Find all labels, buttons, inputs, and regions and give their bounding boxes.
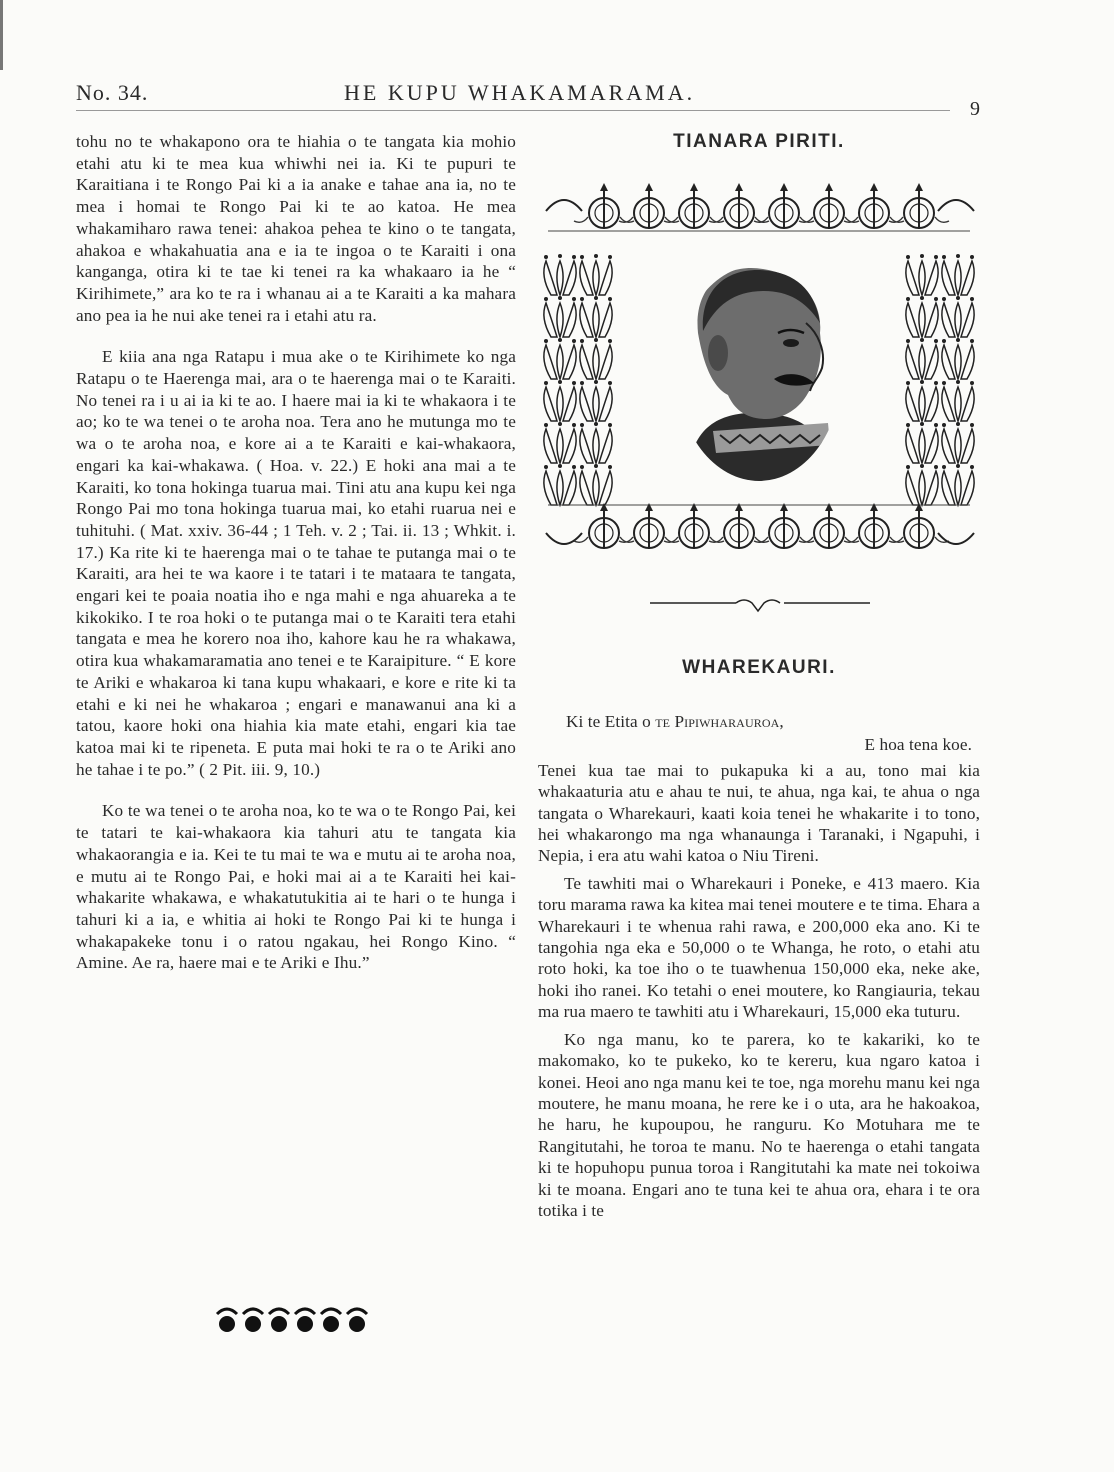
end-of-article-ornament: [215, 1300, 375, 1340]
paragraph: Te tawhiti mai o Wharekauri i Poneke, e 413 maero. Kia toru marama rawa ka kitea mai tenei moutere e te tima. Ehara a Wharekauri i te whenua rahi rawa, e 200,000 eka ano. Ki te tangohia nga eka e 50,000 o te Whanga, he roto, o etahi atu roto hoki, ka toe iho o te tuawhenua 150,000 eka, neke ake, hoki iho ranei. Ko tetahi o enei moutere, ko Rangiauria, tekau ma rua maero te tawhiti atu i Wharekauri, 15,000 eka tuturu.: [538, 873, 980, 1022]
section-heading: WHAREKAURI.: [682, 657, 836, 678]
paragraph: E kiia ana nga Ratapu i mua ake o te Kirihimete ko nga Ratapu o te Haerenga mai, ara o te haerenga mai o te Karaiti. No tenei ra i u ai ia ki te ao. I haere mai ia ki te whakaora i te ao; ko te wa tenei o te aroha noa. Tera ano he mutunga mo te wa o te aroha noa, e kore ai a te Karaiti e kai-whakaora, engari ka kai-whakawa. ( Hoa. v. 22.) E hoki ana mai a te Karaiti, ko tona hokinga tuarua mai. Tini atu ana kupu kei nga Rongo Pai mo tona hokinga tuarua mai, ko etahi ruarua nei e tuhituhi. ( Mat. xxiv. 36-44 ; 1 Teh. v. 2 ; Tai. ii. 13 ; Whkit. i. 17.) Ka rite ki te haerenga mai o te tahae te putanga mai o te Karaiti, ara hei te wa kaore i te tatari i te mataara te tangata, engari kei te poaia noatia iho e nga mahi e nga ahuareka a te kikokiko. I te roa hoki o te putanga mai o te Karaiti tera etahi tangata e mea he korero noa iho, kahore kau he ra whakawa, otira kua whakamaramatia ano tenei e te Karaipiture. “ E kore te Ariki e whakaroa ki tana kupu whakaari, e kore e rite ki ta etahi e ki nei he whakaroa ; engari e manawanui ana ki a tatou, kaore hoki ona hiahia kia mate etahi, engari kia tae katoa mai ki te ripeneta. E puta mai hoki te ra o te Ariki ano he tahae i te po.” ( 2 Pit. iii. 9, 10.): [76, 347, 516, 779]
left-lotus-column: [544, 254, 612, 505]
portrait-heading: TIANARA PIRITI.: [673, 131, 845, 152]
general-portrait: [668, 253, 858, 493]
address-name: te Pipiwharauroa,: [655, 712, 784, 731]
header-rule: [76, 110, 950, 111]
page-number: 9: [970, 98, 980, 120]
letter-article: [538, 711, 980, 1227]
portrait-frame: [538, 183, 980, 563]
paragraph: tohu no te whakapono ora te hiahia o te tangata kia mohio etahi atu ki te mea kua whiwhi nei ia. Ki te pupuri te Karaitiana i te Rongo Pai ki a ia anake e tahae ana ia, no te mea i homai te Rongo Pai ki te ao katoa. He mea whakamiharo rawa tenei: ahakoa pehea te kino o te tangata, ahakoa e whakahuatia ana e ia te ingoa o te Karaiti i ona kanganga, otira ki te tae ki tenei ra ka whakaaro ia he “ Kirihimete,” ara ko te ra i whanau ai a te Karaiti a ka mahara ano pea ia he nui ake tenei ra i etahi atu ra.: [76, 132, 516, 325]
left-column: [76, 131, 516, 994]
paragraph: Tenei kua tae mai to pukapuka ki a au, tono mai kia whakaaturia atu e ahau te nui, te ahua, nga kai, te ahua o nga tangata o Wharekauri, kaati koia tenei he whakarite i to tono, hei whakarongo ma nga whanaunga i Taranaki, i Ngapuhi, i Nepia, i era atu wahi katoa o Niu Tireni.: [538, 760, 980, 866]
paragraph: Ko nga manu, ko te parera, ko te kakariki, ko te makomako, ko te pukeko, ko te kereru, kua ngaro katoa i konei. Heoi ano nga manu kei te toe, nga morehu manu kei nga moutere, he manu moana, he rere ke i o uta, ara he hakoakoa, he haru, he kupoupou, he ranguru. Ko Motuhara me te Rangitutahi, he toroa te manu. No te haerenga o etahi tangata ki te hopuhopu punua toroa i Rangitutahi ka mate nei tokoiwa ki te moana. Engari ano te tuna kei te ahua ora, ehara i te ora totika i te: [538, 1029, 980, 1220]
letter-greeting: E hoa tena koe.: [864, 735, 972, 755]
right-column: [538, 131, 980, 1220]
page-header: [76, 80, 980, 120]
issue-number: No. 34.: [76, 80, 149, 105]
bottom-ornament-border: [546, 503, 974, 549]
address-prefix: Ki te Etita o: [566, 712, 656, 731]
paragraph: Ko te wa tenei o te aroha noa, ko te wa o te Rongo Pai, kei te tatari te kai-whakaora kia tahuri atu te tangata kia whakaorangia e ia. Kei te tu mai te wa e mutu ai te aroha noa, e mutu ai te Rongo Pai, e hoki mai ai a te Karaiti hei kai-whakarite whakawa, e whakatutukitia ai te hari o te hunga i tahuri ki a ia, e whitia ai hoki te Rongo Pai ki te hunga i whakapakeke tonu i o ratou ngakau, hei Rongo Kino. “ Amine. Ae ra, haere mai e te Ariki e Ihu.”: [76, 801, 516, 973]
publication-title: HE KUPU WHAKAMARAMA.: [344, 80, 696, 105]
letter-address: [538, 711, 980, 732]
right-lotus-column: [906, 254, 974, 505]
top-ornament-border: [546, 183, 974, 231]
portrait-engraving: [538, 183, 980, 563]
page-edge-mark: [0, 0, 3, 70]
section-divider-ornament: [650, 597, 870, 613]
